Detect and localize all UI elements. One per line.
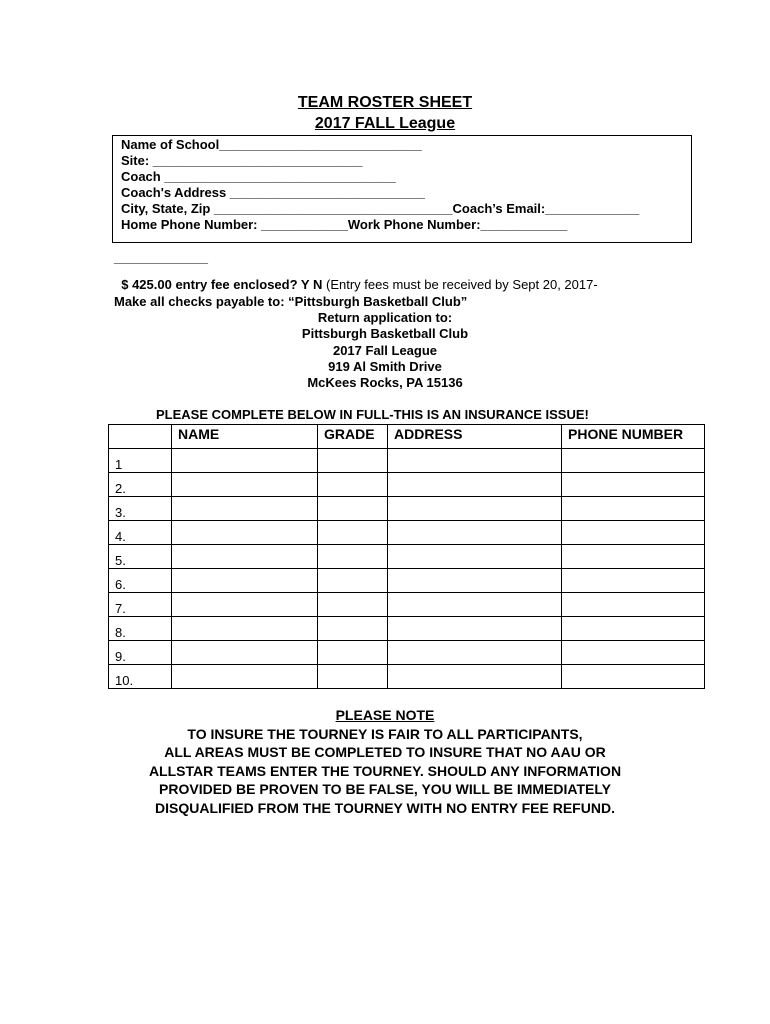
row-number: 1 [109,449,172,473]
table-row [109,593,705,617]
return-address-line: Return application to: [317,310,453,325]
roster-table [108,424,705,689]
name-cell[interactable] [172,665,318,689]
return-address-block [0,310,770,391]
school-name-field[interactable]: Name of School____________________________ [121,137,422,152]
table-row [109,545,705,569]
phone-cell[interactable] [562,665,705,689]
phone-numbers-field[interactable]: Home Phone Number: ____________Work Phone Number:____________ [121,217,568,232]
note-block [0,706,770,817]
phone-cell[interactable] [562,617,705,641]
header-number [109,425,172,449]
name-cell[interactable] [172,449,318,473]
grade-cell[interactable] [318,473,388,497]
phone-cell[interactable] [562,497,705,521]
grade-cell[interactable] [318,593,388,617]
grade-cell[interactable] [318,641,388,665]
table-row [109,617,705,641]
address-cell[interactable] [388,497,562,521]
instruction-text: PLEASE COMPLETE BELOW IN FULL-THIS IS AN INSURANCE ISSUE! [156,407,589,422]
grade-cell[interactable] [318,545,388,569]
row-number: 6. [109,569,172,593]
header-name: NAME [172,425,318,449]
header-address: ADDRESS [388,425,562,449]
page-subtitle: 2017 FALL League [314,115,456,132]
phone-cell[interactable] [562,449,705,473]
row-number: 9. [109,641,172,665]
grade-cell[interactable] [318,449,388,473]
table-row [109,569,705,593]
note-line: ALL AREAS MUST BE COMPLETED TO INSURE THAT NO AAU OR [164,744,606,760]
phone-cell[interactable] [562,521,705,545]
table-row [109,521,705,545]
name-cell[interactable] [172,593,318,617]
return-address-line: Pittsburgh Basketball Club [301,326,469,342]
phone-cell[interactable] [562,641,705,665]
name-cell[interactable] [172,641,318,665]
address-cell[interactable] [388,617,562,641]
grade-cell[interactable] [318,569,388,593]
table-row [109,473,705,497]
row-number: 5. [109,545,172,569]
fee-blank-line: _____________ [114,250,208,265]
row-number: 3. [109,497,172,521]
grade-cell[interactable] [318,665,388,689]
grade-cell[interactable] [318,497,388,521]
address-cell[interactable] [388,473,562,497]
phone-cell[interactable] [562,569,705,593]
address-cell[interactable] [388,449,562,473]
header-phone: PHONE NUMBER [562,425,705,449]
name-cell[interactable] [172,545,318,569]
address-cell[interactable] [388,569,562,593]
note-line: ALLSTAR TEAMS ENTER THE TOURNEY. SHOULD ANY INFORMATION [148,762,622,779]
address-cell[interactable] [388,521,562,545]
address-cell[interactable] [388,641,562,665]
name-cell[interactable] [172,569,318,593]
grade-cell[interactable] [318,617,388,641]
coach-address-field[interactable]: Coach's Address ___________________________ [121,185,426,200]
row-number: 2. [109,473,172,497]
return-address-line: McKees Rocks, PA 15136 [307,375,463,391]
entry-fee-question[interactable]: $ 425.00 entry fee enclosed? Y N [121,277,323,292]
address-cell[interactable] [388,545,562,569]
table-row [109,497,705,521]
row-number: 8. [109,617,172,641]
table-row [109,641,705,665]
return-address-line: 2017 Fall League [332,342,438,358]
header-grade: GRADE [318,425,388,449]
return-address-line: 919 Al Smith Drive [328,358,442,374]
city-state-zip-email-field[interactable]: City, State, Zip _________________________________Coach’s Email:_____________ [121,201,640,216]
note-line: TO INSURE THE TOURNEY IS FAIR TO ALL PARTICIPANTS, [187,725,583,742]
phone-cell[interactable] [562,545,705,569]
name-cell[interactable] [172,497,318,521]
table-row [109,449,705,473]
name-cell[interactable] [172,521,318,545]
coach-field[interactable]: Coach ________________________________ [121,169,396,184]
note-heading: PLEASE NOTE [335,707,435,723]
address-cell[interactable] [388,593,562,617]
row-number: 4. [109,521,172,545]
note-line: PROVIDED BE PROVEN TO BE FALSE, YOU WILL BE IMMEDIATELY [159,781,611,797]
table-row [109,665,705,689]
phone-cell[interactable] [562,593,705,617]
name-cell[interactable] [172,473,318,497]
page-title: TEAM ROSTER SHEET [297,94,473,111]
grade-cell[interactable] [318,521,388,545]
row-number: 7. [109,593,172,617]
name-cell[interactable] [172,617,318,641]
address-cell[interactable] [388,665,562,689]
roster-header-row [109,425,705,449]
site-field[interactable]: Site: _____________________________ [121,153,363,168]
entry-fee-line [114,261,598,293]
phone-cell[interactable] [562,473,705,497]
entry-fee-note: (Entry fees must be received by Sept 20, 2017- [322,277,598,292]
payable-line: Make all checks payable to: “Pittsburgh Basketball Club” [114,294,468,309]
row-number: 10. [109,665,172,689]
team-info-box [112,135,692,243]
note-line: DISQUALIFIED FROM THE TOURNEY WITH NO ENTRY FEE REFUND. [155,799,615,816]
